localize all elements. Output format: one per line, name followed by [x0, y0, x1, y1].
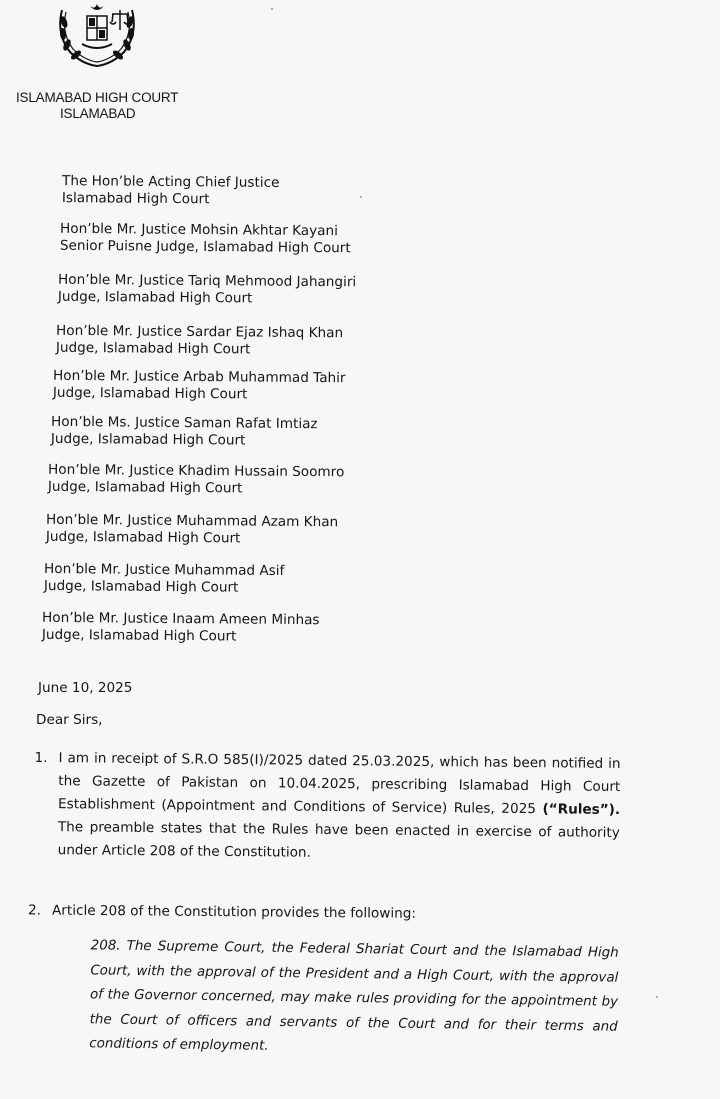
letter-date: June 10, 2025 [38, 680, 133, 696]
addressee-designation: Judge, Islamabad High Court [41, 626, 237, 645]
addressee-name: Hon’ble Mr. Justice Mohsin Akhtar Kayani [60, 220, 338, 240]
addressee-block [53, 368, 346, 405]
addressee-block [46, 512, 338, 549]
addressee-name: Hon’ble Mr. Justice Arbab Muhammad Tahir [53, 367, 346, 387]
paragraph-1 [33, 747, 634, 883]
addressee-name: Hon’ble Mr. Justice Khadim Hussain Soomro [48, 461, 345, 481]
addressee-designation: Judge, Islamabad High Court [57, 288, 253, 307]
addressee-block [51, 414, 318, 450]
rules-defined-term: (“Rules”). [542, 801, 621, 818]
addressee-name: Hon’ble Mr. Justice Inaam Ameen Minhas [42, 609, 320, 629]
addressee-block [58, 272, 356, 309]
paragraph-number: 1. [34, 749, 48, 766]
addressee-name: The Hon’ble Acting Chief Justice [62, 173, 280, 191]
addressee-designation: Judge, Islamabad High Court [55, 339, 251, 358]
addressee-name: Hon’ble Mr. Justice Tariq Mehmood Jahangiri [58, 271, 357, 291]
addressee-designation: Judge, Islamabad High Court [45, 528, 241, 547]
addressee-designation: Judge, Islamabad High Court [43, 577, 239, 596]
salutation: Dear Sirs, [36, 712, 103, 728]
article-208-quote: 208. The Supreme Court, the Federal Shariat Court and the Islamabad High Court, with the approval of the President and a High Court, with the approval of the Governor concerned, may make rules providing for the appointment by the Court of officers and servants of the Court and for their terms and conditions of employment. [89, 938, 619, 1054]
addressee-designation: Judge, Islamabad High Court [50, 430, 246, 449]
paragraph-text: I am in receipt of S.R.O 585(I)/2025 dated 25.03.2025, which has been notified in the Gazette of Pakistan on 10.04.2025, prescribing Islamabad High Court Establishment (Appointment and Conditions of Service) Rules, 2025 [58, 750, 621, 818]
addressee-name: Hon’ble Mr. Justice Muhammad Azam Khan [46, 511, 339, 531]
addressee-block [48, 462, 345, 499]
addressee-block [44, 561, 285, 597]
scan-speck [656, 996, 658, 998]
addressee-block [56, 323, 343, 360]
court-seal-emblem-icon [52, 0, 142, 68]
paragraph-2 [28, 899, 628, 928]
paragraph-number: 2. [27, 902, 42, 919]
paragraph-body [57, 747, 620, 868]
court-name: ISLAMABAD HIGH COURT [16, 90, 179, 105]
addressee-name: Hon’ble Mr. Justice Sardar Ejaz Ishaq Khan [56, 322, 344, 342]
court-city: ISLAMABAD [60, 106, 136, 121]
addressee-block [60, 221, 351, 258]
scan-speck [360, 196, 362, 198]
addressee-designation: Senior Puisne Judge, Islamabad High Court [59, 237, 351, 257]
addressee-name: Hon’ble Ms. Justice Saman Rafat Imtiaz [51, 413, 318, 433]
addressee-designation: Judge, Islamabad High Court [47, 478, 243, 497]
addressee-designation: Judge, Islamabad High Court [52, 384, 248, 403]
addressee-name: Hon’ble Mr. Justice Muhammad Asif [44, 560, 285, 580]
paragraph-text: The preamble states that the Rules have been enacted in exercise of authority under Article 208 of the Constitution. [57, 819, 620, 861]
addressee-block [42, 610, 320, 646]
addressee-block [62, 173, 280, 209]
scan-speck [271, 8, 273, 10]
paragraph-body: Article 208 of the Constitution provides the following: [51, 902, 417, 922]
addressee-designation: Islamabad High Court [61, 190, 210, 208]
